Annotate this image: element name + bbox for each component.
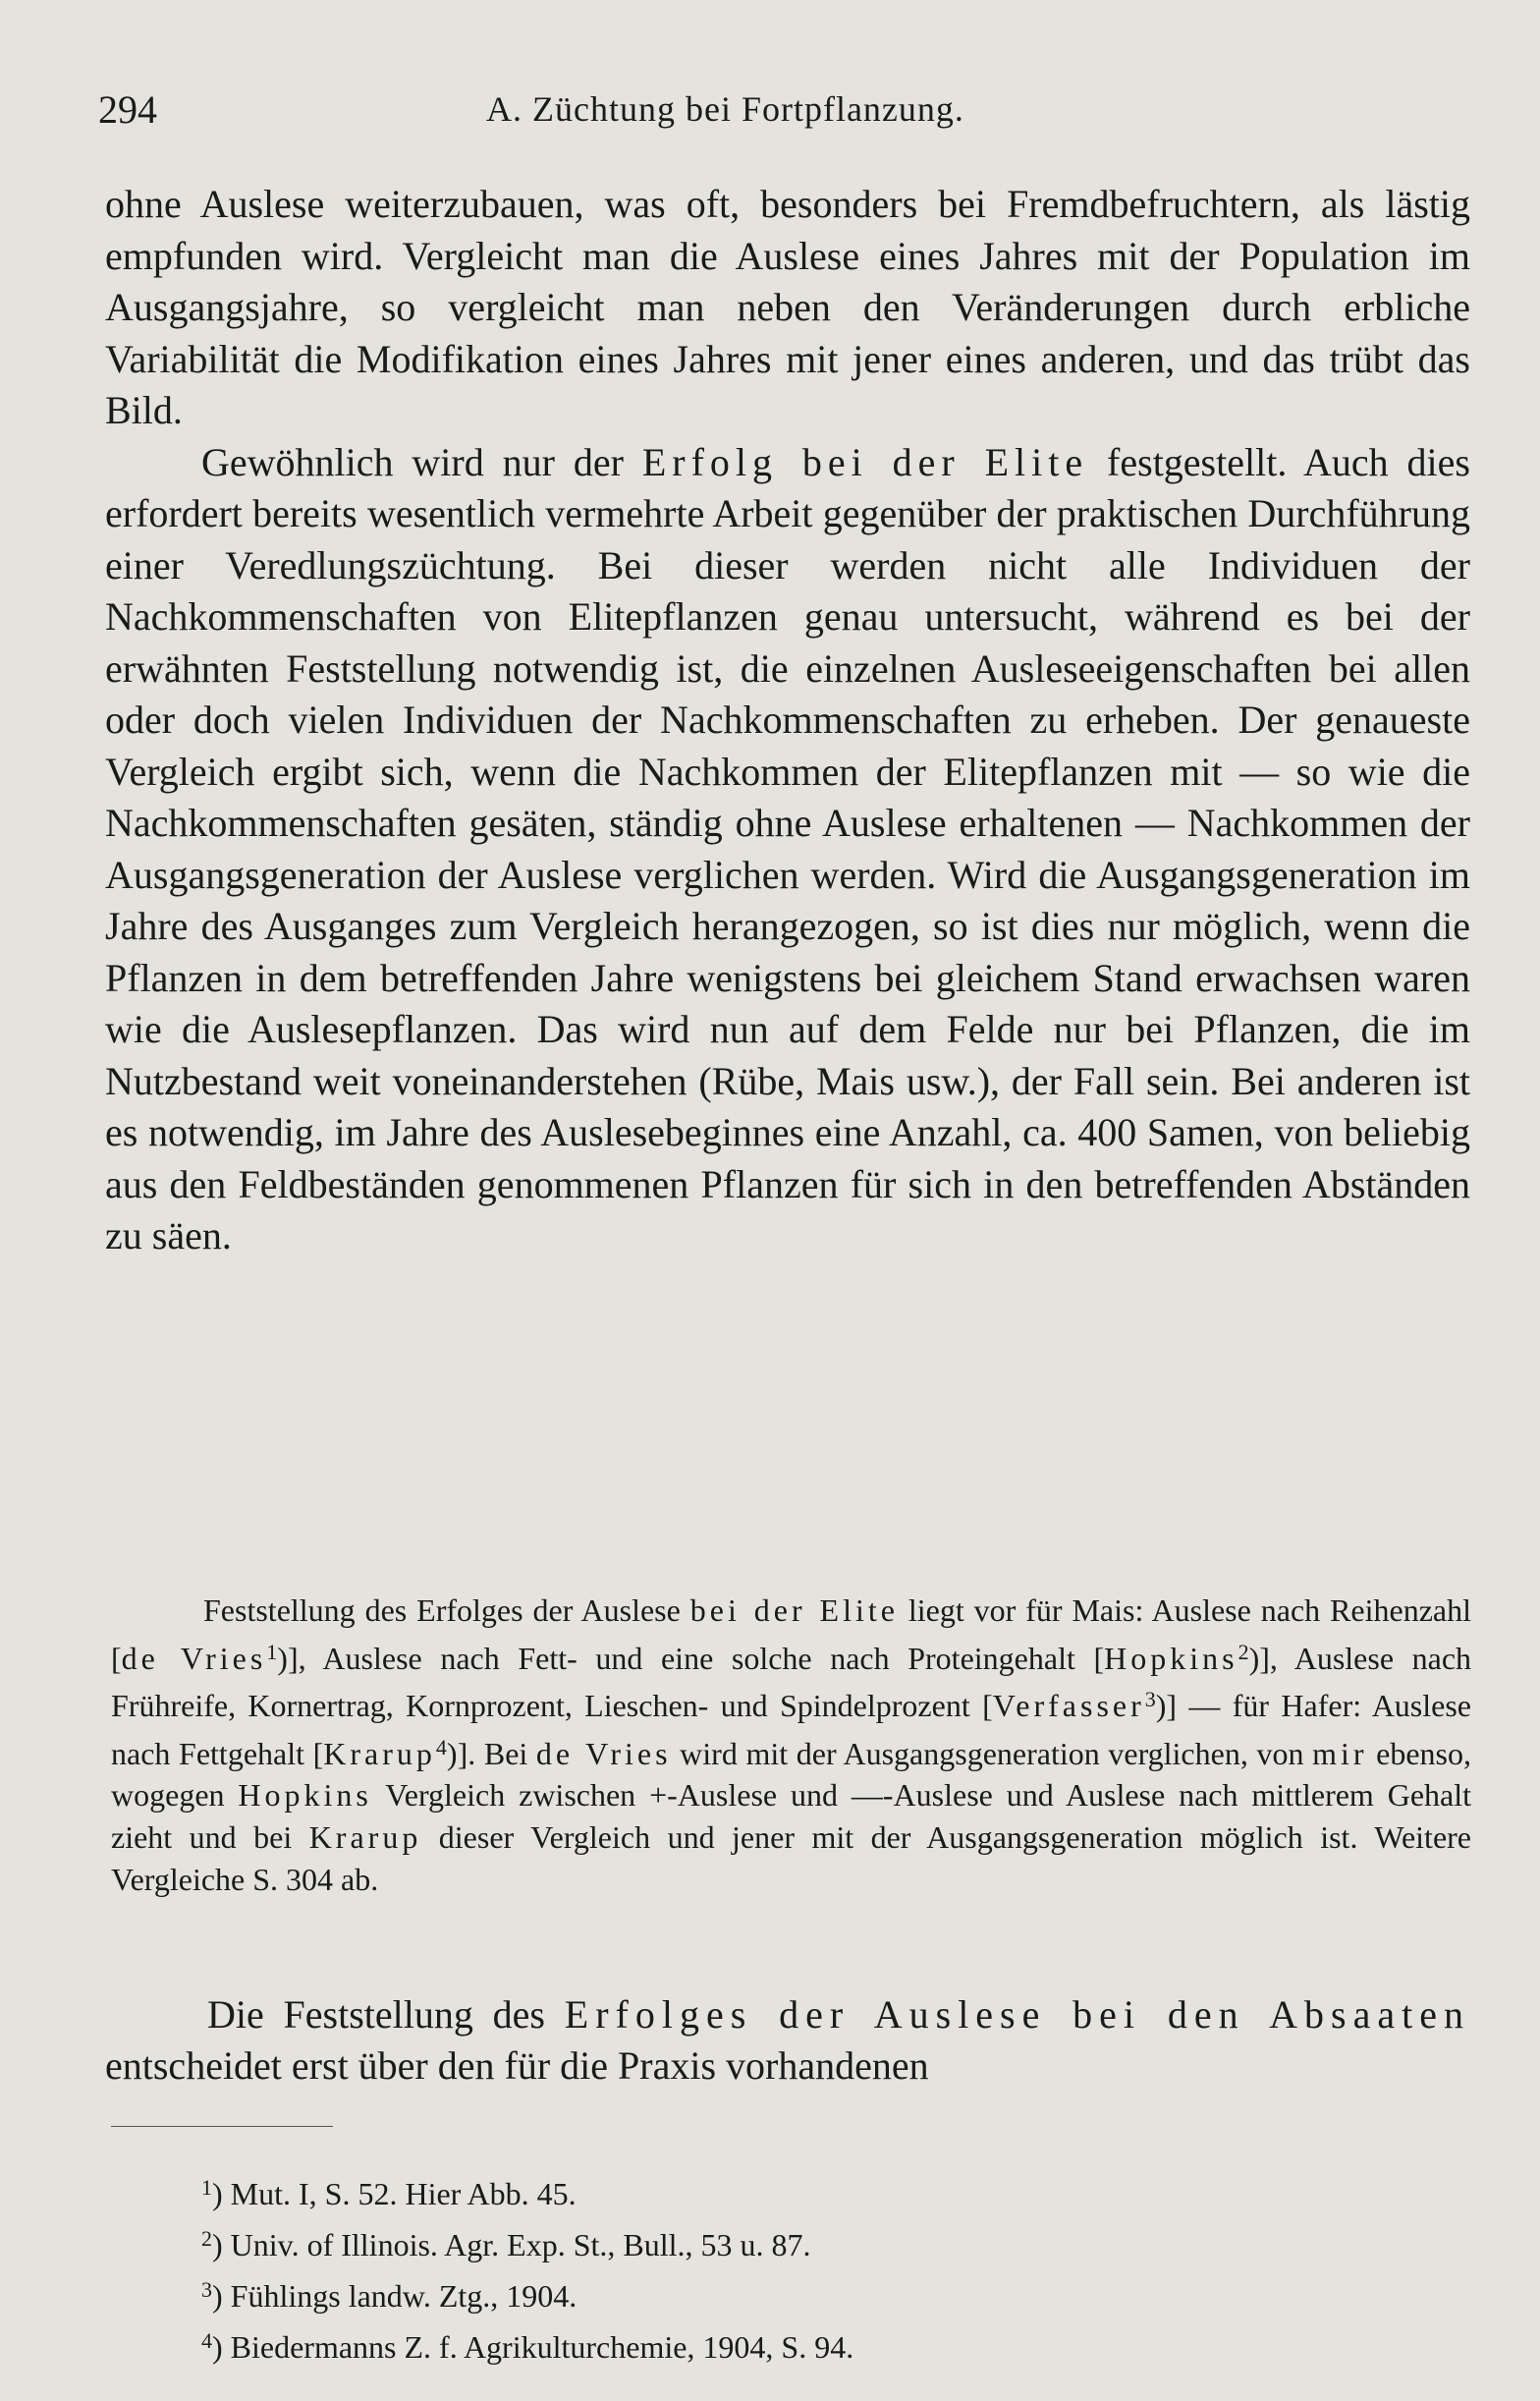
note-text: dieser Vergleich und jener mit der Ausgangsgeneration möglich ist. Weitere Vergleiche S. 304 ab. — [111, 1818, 1472, 1897]
author-verfasser: Verfasser — [992, 1688, 1145, 1724]
note-text: Vergleich zwischen +-Auslese und —-Auslese und Auslese nach mittlerem Gehalt zieht und bei — [111, 1777, 1472, 1855]
note-text: liegt vor für Mais: Auslese nach Reihenzahl [ — [111, 1592, 1472, 1676]
footnote-ref-1[interactable]: 1 — [266, 1639, 278, 1664]
author-krarup: Krarup — [308, 1818, 422, 1855]
footnote-text: ) Biedermanns Z. f. Agrikulturchemie, 1904, S. 94. — [212, 2329, 854, 2365]
footnote-text: ) Univ. of Illinois. Agr. Exp. St., Bull., 53 u. 87. — [212, 2227, 811, 2262]
note-emphasis: bei der Elite — [689, 1592, 899, 1628]
footnote-3 — [201, 2267, 1380, 2318]
author-hopkins: Hopkins — [1104, 1640, 1238, 1676]
footnote-text: ) Mut. I, S. 52. Hier Abb. 45. — [212, 2176, 577, 2211]
footnote-2 — [201, 2216, 1380, 2267]
note-text: )] — für Hafer: Auslese nach Fettgehalt [ — [111, 1688, 1471, 1771]
footnote-mark: 4 — [201, 2328, 212, 2353]
footnote-text: ) Fühlings landw. Ztg., 1904. — [212, 2278, 578, 2314]
footnote-divider — [111, 2126, 333, 2127]
paragraph-2 — [105, 437, 1470, 1262]
running-head: A. Züchtung bei Fortpflanzung. — [486, 89, 964, 129]
footnote-ref-4[interactable]: 4 — [435, 1734, 447, 1759]
footnote-1 — [201, 2165, 1380, 2216]
footnote-mark: 3 — [201, 2277, 212, 2302]
page-header — [98, 86, 1473, 136]
footnote-4 — [201, 2318, 1380, 2370]
closing-text-a: Die Feststellung des — [207, 1992, 565, 2037]
author-de-vries: de Vries — [121, 1640, 267, 1676]
note-text: wird mit der Ausgangsgeneration verglichen, von — [671, 1735, 1313, 1771]
author-krarup: Krarup — [323, 1735, 436, 1771]
footnote-ref-2[interactable]: 2 — [1238, 1639, 1249, 1664]
closing-emphasis: Erfolges der Auslese bei den Absaaten — [564, 1992, 1470, 2037]
note-text: )], Auslese nach Frühreife, Kornertrag, Kornprozent, Lieschen- und Spindelprozent [ — [111, 1640, 1472, 1724]
main-text — [105, 179, 1470, 1262]
footnote-mark: 1 — [201, 2175, 212, 2200]
footnote-ref-3[interactable]: 3 — [1144, 1687, 1156, 1712]
note-text: )], Auslese nach Fett- und eine solche nach Proteingehalt [ — [277, 1640, 1105, 1676]
paragraph-1: ohne Auslese weiterzubauen, was oft, besonders bei Fremdbefruchtern, als lästig empfunden wird. Vergleicht man die Auslese eines Jahres mit der Population im Ausgangsjahre, so vergleicht man neben den Veränderungen durch erbliche Variabilität die Modifikation eines Jahres mit jener eines anderen, und das trübt das Bild. — [105, 182, 1470, 432]
page-number: 294 — [98, 87, 157, 132]
small-print-note — [111, 1590, 1471, 1900]
note-text: ebenso, wogegen — [111, 1735, 1471, 1814]
author-hopkins: Hopkins — [238, 1777, 372, 1814]
note-emphasis-mir: mir — [1312, 1735, 1368, 1771]
emphasis-erfolg-elite: Erfolg bei der Elite — [641, 439, 1089, 484]
note-text: Feststellung des Erfolges der Auslese — [203, 1592, 690, 1628]
closing-text-b: entscheidet erst über den für die Praxis vorhandenen — [105, 2043, 929, 2088]
footnote-mark: 2 — [201, 2226, 212, 2251]
paragraph-2-text-b: festgestellt. Auch dies erfordert bereits wesentlich vermehrte Arbeit gegenüber der praktischen Durchführung einer Veredlungszüchtung. Bei dieser werden nicht alle Individuen der Nachkommenschaften von Elitepflanzen genau untersucht, während es bei der erwähnten Feststellung notwendig ist, die einzelnen Ausleseeigenschaften bei allen oder doch vielen Individuen der Nachkommenschaften zu erheben. Der genaueste Vergleich ergibt sich, wenn die Nachkommen der Elitepflanzen mit — so wie die Nachkommenschaften gesäten, ständig ohne Auslese erhaltenen — Nachkommen der Ausgangsgeneration der Auslese verglichen werden. Wird die Ausgangsgeneration im Jahre des Ausganges zum Vergleich herangezogen, so ist dies nur möglich, wenn die Pflanzen in dem betreffenden Jahre wenigstens bei gleichem Stand erwachsen waren wie die Auslesepflanzen. Das wird nun auf dem Felde nur bei Pflanzen, die im Nutzbestand weit voneinanderstehen (Rübe, Mais usw.), der Fall sein. Bei anderen ist es notwendig, im Jahre des Auslesebeginnes eine Anzahl, ca. 400 Samen, von beliebig aus den Feldbeständen genommenen Pflanzen für sich in den betreffenden Abständen zu säen. — [105, 439, 1470, 1257]
footnotes — [201, 2165, 1380, 2370]
paragraph-2-text-a: Gewöhnlich wird nur der — [201, 439, 642, 484]
closing-paragraph — [105, 1989, 1470, 2092]
author-de-vries: de Vries — [535, 1735, 672, 1771]
note-text: )]. Bei — [446, 1735, 536, 1771]
